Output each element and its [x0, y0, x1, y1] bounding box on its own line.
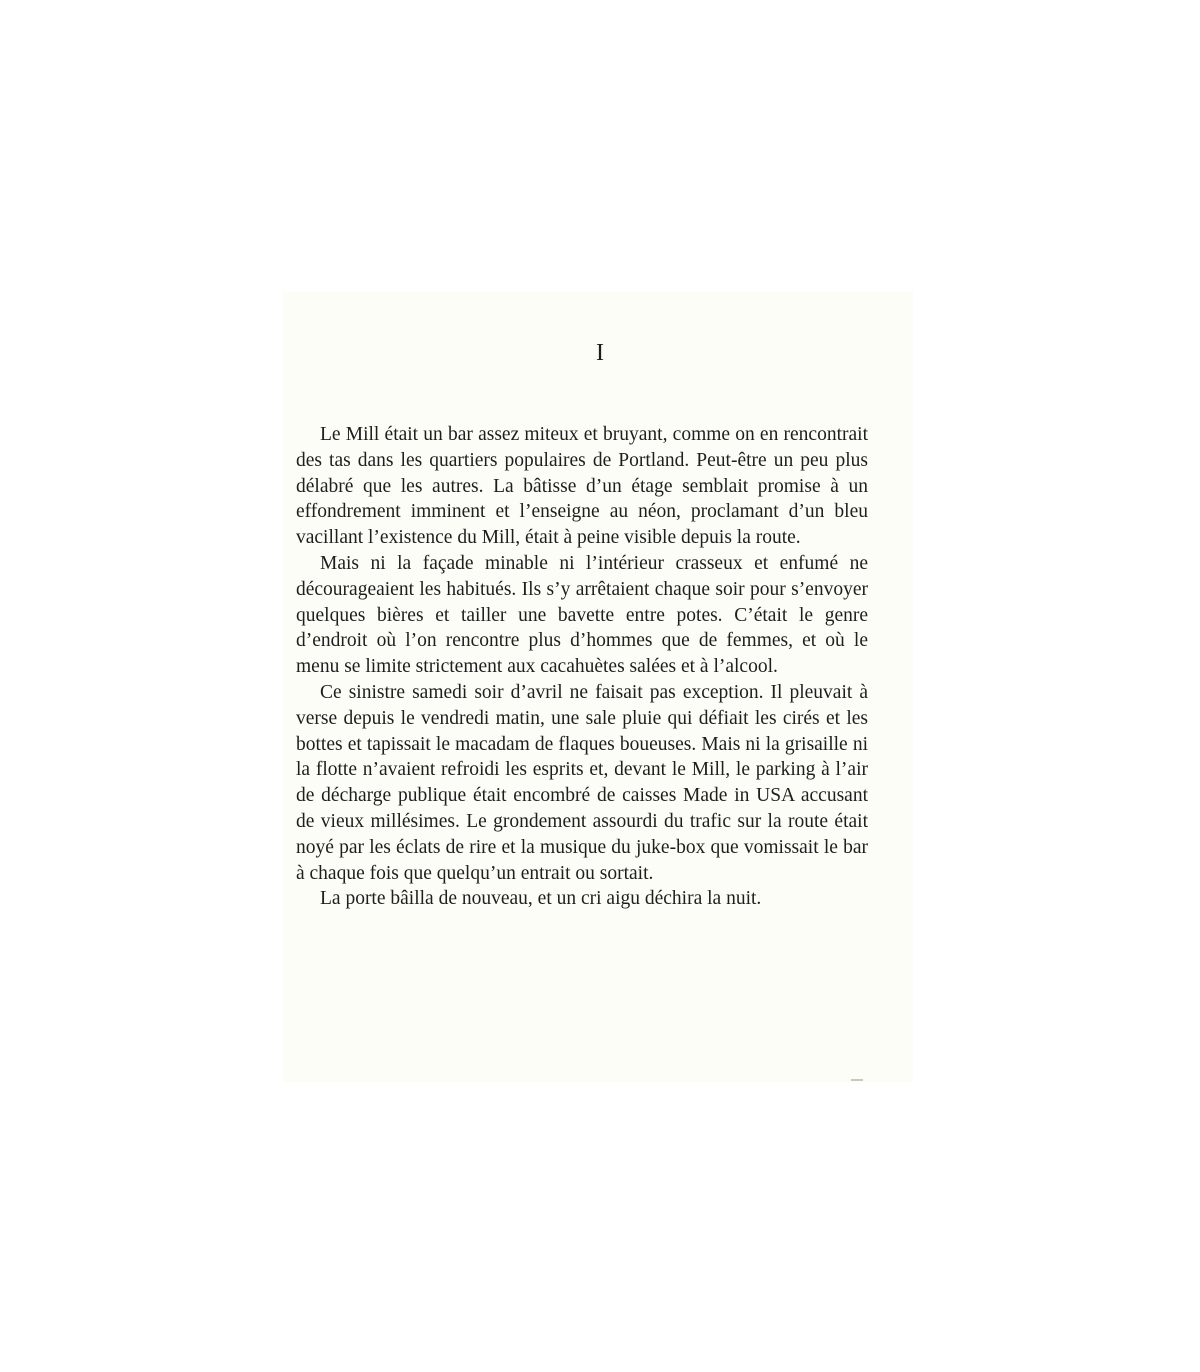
chapter-number: I: [596, 340, 604, 366]
paragraph-1: Le Mill était un bar assez miteux et bruyant, comme on en rencontrait des tas dans les quartiers populaires de Portland. Peut-être un peu plus délabré que les autres. La bâtisse d’un étage semblait promise à un effondrement imminent et l’enseigne au néon, proclamant d’un bleu vacillant l’existence du Mill, était à peine visible depuis la route.: [296, 424, 868, 549]
chapter-text: [296, 422, 868, 912]
paragraph-2: Mais ni la façade minable ni l’intérieur crasseux et enfumé ne décourageaient les habitués. Ils s’y arrêtaient chaque soir pour s’envoyer quelques bières et tailler une bavette entre potes. C’était le genre d’endroit où l’on rencontre plus d’hommes que de femmes, et où le menu se limite strictement aux cacahuètes salées et à l’alcool.: [296, 552, 868, 678]
paragraph-4: La porte bâilla de nouveau, et un cri aigu déchira la nuit.: [320, 888, 762, 910]
margin-mark: [851, 1079, 863, 1081]
paragraph-3: Ce sinistre samedi soir d’avril ne faisait pas exception. Il pleuvait à verse depuis le vendredi matin, une sale pluie qui défiait les cirés et les bottes et tapissait le macadam de flaques boueuses. Mais ni la grisaille ni la flotte n’avaient refroidi les esprits et, devant le Mill, le parking à l’air de décharge publique était encombré de caisses Made in USA accusant de vieux millésimes. Le grondement assourdi du trafic sur la route était noyé par les éclats de rire et la musique du juke-box que vomissait le bar à chaque fois que quelqu’un entrait ou sortait.: [296, 681, 868, 884]
